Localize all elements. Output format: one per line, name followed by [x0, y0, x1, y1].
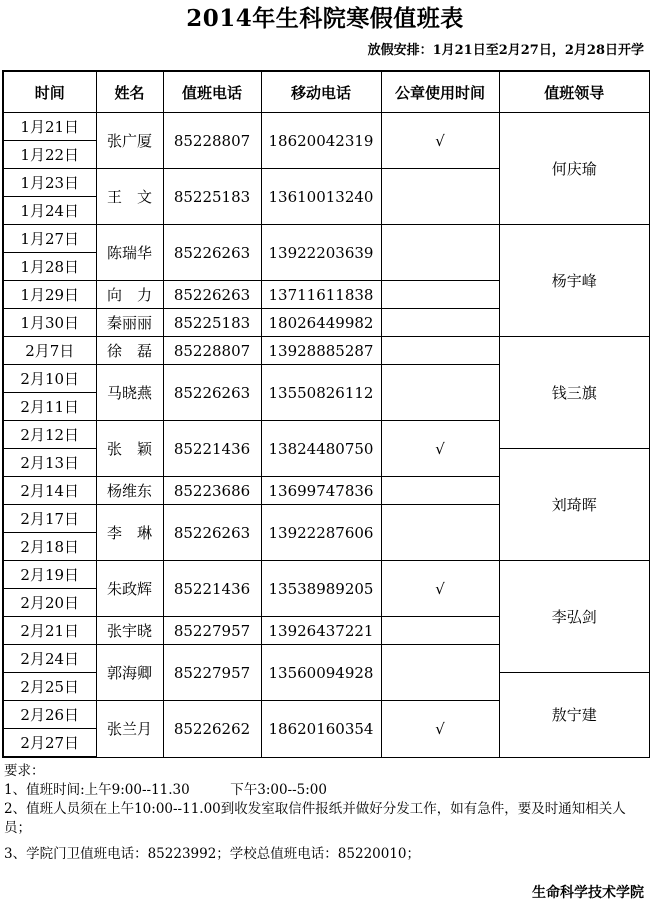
header-seal-use-time: 公章使用时间	[381, 71, 499, 113]
date-cell: 2月11日	[3, 393, 96, 421]
leader-cell: 敖宁建	[499, 673, 650, 758]
table-header-row	[3, 71, 650, 113]
seal-use-cell	[381, 477, 499, 505]
date-cell: 1月22日	[3, 141, 96, 169]
office-phone-cell: 85226263	[163, 281, 261, 309]
seal-use-cell	[381, 281, 499, 309]
name-cell: 秦丽丽	[96, 309, 163, 337]
office-phone-cell: 85228807	[163, 113, 261, 169]
name-cell: 张广厦	[96, 113, 163, 169]
header-name: 姓名	[96, 71, 163, 113]
mobile-cell: 13922203639	[261, 225, 381, 281]
date-cell: 2月21日	[3, 617, 96, 645]
office-phone-cell: 85225183	[163, 309, 261, 337]
date-cell: 2月20日	[3, 589, 96, 617]
seal-use-check: √	[381, 421, 499, 477]
leader-cell: 钱三旗	[499, 337, 650, 449]
seal-use-check: √	[381, 113, 499, 169]
name-cell: 陈瑞华	[96, 225, 163, 281]
name-cell: 郭海卿	[96, 645, 163, 701]
page-title: 2014年生科院寒假值班表	[186, 5, 464, 32]
date-cell: 1月30日	[3, 309, 96, 337]
leader-cell: 何庆瑜	[499, 113, 650, 225]
header-leader: 值班领导	[499, 71, 650, 113]
date-cell: 2月18日	[3, 533, 96, 561]
name-cell: 张宇晓	[96, 617, 163, 645]
date-cell: 2月27日	[3, 729, 96, 758]
mobile-cell: 13928885287	[261, 337, 381, 365]
date-cell: 1月29日	[3, 281, 96, 309]
name-cell: 王 文	[96, 169, 163, 225]
mobile-cell: 13926437221	[261, 617, 381, 645]
office-phone-cell: 85221436	[163, 561, 261, 617]
requirements-section	[4, 762, 644, 864]
seal-use-check: √	[381, 561, 499, 617]
seal-use-cell	[381, 505, 499, 561]
mobile-cell: 13711611838	[261, 281, 381, 309]
name-cell: 张 颖	[96, 421, 163, 477]
office-phone-cell: 85228807	[163, 337, 261, 365]
date-cell: 2月17日	[3, 505, 96, 533]
table-row	[3, 561, 650, 589]
date-cell: 1月21日	[3, 113, 96, 141]
name-cell: 李 琳	[96, 505, 163, 561]
office-phone-cell: 85227957	[163, 617, 261, 645]
date-cell: 2月13日	[3, 449, 96, 477]
mobile-cell: 13550826112	[261, 365, 381, 421]
table-row	[3, 113, 650, 141]
date-cell: 2月10日	[3, 365, 96, 393]
requirement-item-1: 1、值班时间:上午9:00--11.30 下午3:00--5:00	[4, 782, 327, 798]
office-phone-cell: 85227957	[163, 645, 261, 701]
date-cell: 1月27日	[3, 225, 96, 253]
seal-use-check: √	[381, 701, 499, 758]
date-cell: 2月24日	[3, 645, 96, 673]
requirement-item-3: 3、学院门卫值班电话：85223992；学校总值班电话：85220010；	[4, 846, 421, 862]
requirement-item-2: 2、值班人员须在上午10:00--11.00到收发室取信件报纸并做好分发工作，如有急件，要及时通知相关人员；	[4, 801, 626, 836]
name-cell: 马晓燕	[96, 365, 163, 421]
header-date: 时间	[3, 71, 96, 113]
name-cell: 徐 磊	[96, 337, 163, 365]
date-cell: 2月25日	[3, 673, 96, 701]
mobile-cell: 13610013240	[261, 169, 381, 225]
leader-cell: 李弘剑	[499, 561, 650, 673]
holiday-schedule-note: 放假安排：1月21日至2月27日，2月28日开学	[367, 43, 644, 58]
office-phone-cell: 85226262	[163, 701, 261, 758]
seal-use-cell	[381, 617, 499, 645]
seal-use-cell	[381, 169, 499, 225]
office-phone-cell: 85223686	[163, 477, 261, 505]
table-row	[3, 225, 650, 253]
date-cell: 1月23日	[3, 169, 96, 197]
date-cell: 2月12日	[3, 421, 96, 449]
seal-use-cell	[381, 225, 499, 281]
duty-table	[2, 70, 650, 758]
mobile-cell: 18620160354	[261, 701, 381, 758]
date-cell: 2月14日	[3, 477, 96, 505]
date-cell: 2月26日	[3, 701, 96, 729]
leader-cell: 杨宇峰	[499, 225, 650, 337]
header-office-phone: 值班电话	[163, 71, 261, 113]
requirements-heading: 要求：	[4, 763, 45, 779]
name-cell: 朱政辉	[96, 561, 163, 617]
office-phone-cell: 85225183	[163, 169, 261, 225]
office-phone-cell: 85226263	[163, 505, 261, 561]
office-phone-cell: 85226263	[163, 365, 261, 421]
header-mobile: 移动电话	[261, 71, 381, 113]
name-cell: 张兰月	[96, 701, 163, 758]
office-phone-cell: 85226263	[163, 225, 261, 281]
mobile-cell: 13824480750	[261, 421, 381, 477]
office-phone-cell: 85221436	[163, 421, 261, 477]
mobile-cell: 13922287606	[261, 505, 381, 561]
date-cell: 2月7日	[3, 337, 96, 365]
mobile-cell: 18620042319	[261, 113, 381, 169]
leader-cell: 刘琦晖	[499, 449, 650, 561]
mobile-cell: 18026449982	[261, 309, 381, 337]
seal-use-cell	[381, 365, 499, 421]
issuer-signature: 生命科学技术学院	[532, 885, 644, 901]
date-cell: 1月28日	[3, 253, 96, 281]
name-cell: 向 力	[96, 281, 163, 309]
mobile-cell: 13699747836	[261, 477, 381, 505]
seal-use-cell	[381, 645, 499, 701]
mobile-cell: 13538989205	[261, 561, 381, 617]
date-cell: 1月24日	[3, 197, 96, 225]
table-row	[3, 337, 650, 365]
name-cell: 杨维东	[96, 477, 163, 505]
date-cell: 2月19日	[3, 561, 96, 589]
seal-use-cell	[381, 337, 499, 365]
mobile-cell: 13560094928	[261, 645, 381, 701]
seal-use-cell	[381, 309, 499, 337]
